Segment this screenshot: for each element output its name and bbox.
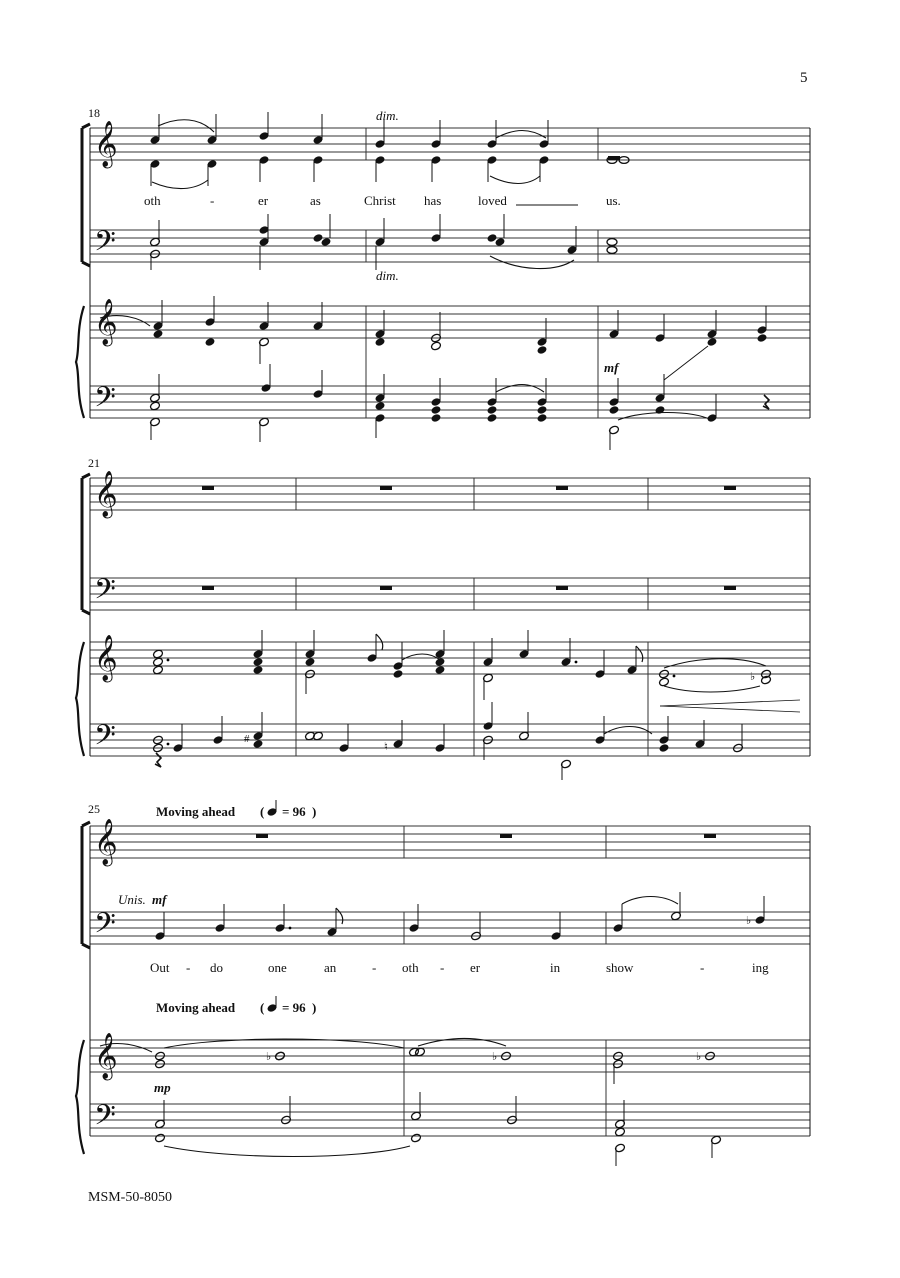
- lyric: us.: [606, 193, 621, 208]
- lyric: oth: [144, 193, 161, 208]
- publisher-code: MSM-50-8050: [88, 1190, 173, 1205]
- svg-text:♭: ♭: [696, 1051, 702, 1063]
- mf-marking: mf: [152, 892, 167, 907]
- svg-text:): ): [312, 1000, 317, 1015]
- svg-text:♭: ♭: [746, 915, 752, 927]
- lyric: er: [258, 193, 269, 208]
- svg-text:♭: ♭: [492, 1051, 498, 1063]
- unison-marking: Unis.: [118, 892, 146, 907]
- tempo-label: Moving ahead: [156, 1000, 236, 1015]
- svg-text:𝄞: 𝄞: [94, 635, 118, 680]
- svg-text:♮: ♮: [384, 741, 388, 753]
- svg-text:𝄞: 𝄞: [94, 471, 118, 516]
- lyric: loved: [478, 193, 507, 208]
- mf-marking: mf: [604, 360, 619, 375]
- svg-text:𝄢: 𝄢: [94, 909, 116, 946]
- dim-marking: dim.: [376, 268, 399, 283]
- system-1: [76, 106, 810, 450]
- svg-text:(: (: [260, 1000, 265, 1015]
- measure-number: 25: [88, 802, 100, 816]
- lyric: has: [424, 193, 442, 208]
- svg-text:𝄢: 𝄢: [94, 227, 116, 264]
- svg-text:(: (: [260, 804, 265, 819]
- lyric: show: [606, 960, 634, 975]
- lyric: er: [470, 960, 481, 975]
- svg-text:): ): [312, 804, 317, 819]
- mp-marking: mp: [154, 1080, 171, 1095]
- tempo-mark: = 96: [282, 804, 306, 819]
- lyric: in: [550, 960, 561, 975]
- page-number: 5: [800, 70, 808, 86]
- lyric: -: [440, 960, 445, 975]
- measure-number: 21: [88, 456, 100, 470]
- lyric: oth: [402, 960, 419, 975]
- system-2: [76, 456, 810, 780]
- dim-marking: dim.: [376, 108, 399, 123]
- lyric: do: [210, 960, 223, 975]
- lyric: ing: [752, 960, 769, 975]
- lyric: -: [700, 960, 705, 975]
- lyric: -: [372, 960, 377, 975]
- svg-text:♭: ♭: [266, 1051, 272, 1063]
- tempo-mark: = 96: [282, 1000, 306, 1015]
- svg-text:𝄢: 𝄢: [94, 1101, 116, 1138]
- svg-text:♭: ♭: [750, 671, 756, 683]
- tempo-label: Moving ahead: [156, 804, 236, 819]
- svg-text:𝄢: 𝄢: [94, 383, 116, 420]
- lyric: one: [268, 960, 287, 975]
- lyric: Out: [150, 960, 170, 975]
- svg-text:𝄞: 𝄞: [94, 299, 118, 344]
- svg-text:#: #: [244, 733, 250, 745]
- svg-text:𝄢: 𝄢: [94, 721, 116, 758]
- lyric: an: [324, 960, 337, 975]
- lyric: -: [186, 960, 191, 975]
- lyric: as: [310, 193, 321, 208]
- svg-text:𝄞: 𝄞: [94, 819, 118, 864]
- lyric: -: [210, 193, 215, 208]
- svg-text:𝄢: 𝄢: [94, 575, 116, 612]
- measure-number: 18: [88, 106, 100, 120]
- lyric: Christ: [364, 193, 396, 208]
- system-3: [76, 800, 810, 1166]
- svg-text:𝄞: 𝄞: [94, 121, 118, 166]
- svg-text:𝄞: 𝄞: [94, 1033, 118, 1078]
